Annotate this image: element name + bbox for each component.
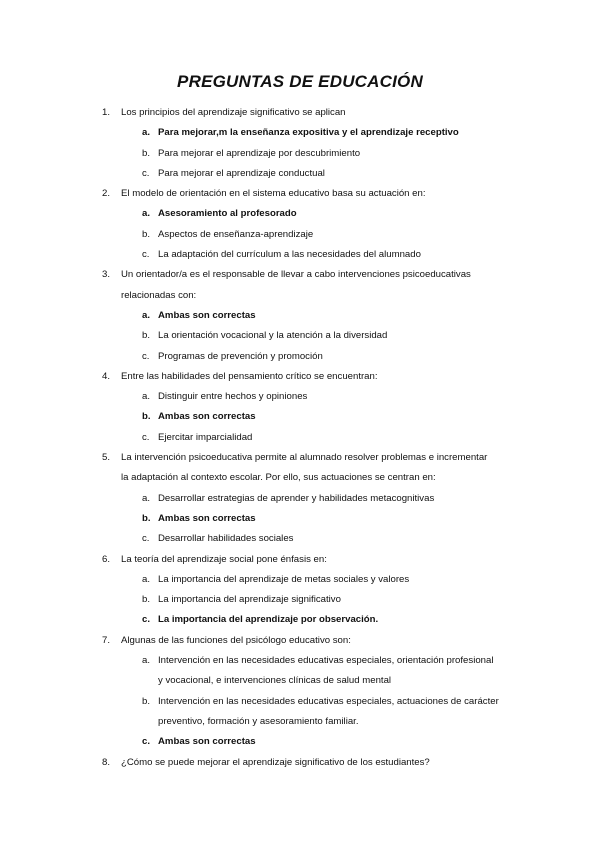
question-text: Entre las habilidades del pensamiento crítico se encuentran: xyxy=(121,370,378,382)
question-5 xyxy=(0,448,600,549)
option-letter: c. xyxy=(142,533,150,545)
question-text: relacionadas con: xyxy=(121,289,197,301)
option-text: Intervención en las necesidades educativas especiales, orientación profesional xyxy=(158,655,494,667)
answer-option xyxy=(0,387,600,407)
answer-option xyxy=(0,712,600,732)
answer-option xyxy=(0,428,600,448)
answer-option xyxy=(0,651,600,671)
answer-option-correct xyxy=(0,306,600,326)
answer-option xyxy=(0,326,600,346)
answer-option xyxy=(0,225,600,245)
question-line xyxy=(0,286,600,306)
question-number: 7. xyxy=(102,634,111,646)
option-letter: a. xyxy=(142,573,151,585)
question-text: ¿Cómo se puede mejorar el aprendizaje significativo de los estudiantes? xyxy=(121,756,430,768)
answer-option-correct xyxy=(0,732,600,752)
option-text: y vocacional, e intervenciones clínicas de salud mental xyxy=(158,675,392,687)
option-letter: b. xyxy=(142,512,151,524)
option-letter: c. xyxy=(142,249,150,261)
option-text: preventivo, formación y asesoramiento familiar. xyxy=(158,715,359,727)
question-number: 2. xyxy=(102,188,111,200)
question-text: La intervención psicoeducativa permite al alumnado resolver problemas e incrementar xyxy=(121,452,488,464)
question-text: Algunas de las funciones del psicólogo educativo son: xyxy=(121,634,351,646)
answer-option-correct xyxy=(0,204,600,224)
option-text: Ambas son correctas xyxy=(158,411,256,423)
question-number: 4. xyxy=(102,370,111,382)
page-title: PREGUNTAS DE EDUCACIÓN xyxy=(177,72,423,91)
option-letter: c. xyxy=(142,167,150,179)
answer-option xyxy=(0,164,600,184)
option-text: Para mejorar el aprendizaje conductual xyxy=(158,167,325,179)
option-letter: c. xyxy=(142,431,150,443)
question-list xyxy=(0,103,600,773)
option-text: Para mejorar,m la enseñanza expositiva y el aprendizaje receptivo xyxy=(158,127,459,139)
option-letter: b. xyxy=(142,228,151,240)
option-letter: a. xyxy=(142,655,151,667)
question-line xyxy=(0,103,600,123)
option-text: Para mejorar el aprendizaje por descubrimiento xyxy=(158,147,361,159)
question-number: 8. xyxy=(102,756,111,768)
question-text: Los principios del aprendizaje significativo se aplican xyxy=(121,107,346,118)
answer-option xyxy=(0,529,600,549)
answer-option xyxy=(0,671,600,691)
option-letter: c. xyxy=(142,736,151,748)
answer-option xyxy=(0,347,600,367)
question-7 xyxy=(0,631,600,753)
question-number: 6. xyxy=(102,553,111,565)
option-text: Ejercitar imparcialidad xyxy=(158,431,253,443)
option-text: Ambas son correctas xyxy=(158,736,256,748)
question-line xyxy=(0,448,600,468)
option-text: La orientación vocacional y la atención a la diversidad xyxy=(158,330,388,342)
question-text: Un orientador/a es el responsable de llevar a cabo intervenciones psicoeducativas xyxy=(121,269,471,281)
option-text: La importancia del aprendizaje de metas sociales y valores xyxy=(158,573,410,585)
answer-option xyxy=(0,245,600,265)
option-letter: a. xyxy=(142,391,151,403)
question-4 xyxy=(0,367,600,448)
option-text: Desarrollar habilidades sociales xyxy=(158,533,294,545)
question-line xyxy=(0,550,600,570)
option-letter: a. xyxy=(142,309,151,321)
question-line xyxy=(0,367,600,387)
answer-option xyxy=(0,590,600,610)
question-1 xyxy=(0,103,600,184)
answer-option xyxy=(0,489,600,509)
question-8 xyxy=(0,753,600,773)
question-text: la adaptación al contexto escolar. Por ello, sus actuaciones se centran en: xyxy=(121,472,436,484)
answer-option-correct xyxy=(0,610,600,630)
option-text: Programas de prevención y promoción xyxy=(158,350,323,362)
option-text: Distinguir entre hechos y opiniones xyxy=(158,391,308,403)
question-line xyxy=(0,265,600,285)
question-line xyxy=(0,631,600,651)
option-letter: b. xyxy=(142,330,151,342)
option-letter: c. xyxy=(142,614,151,626)
option-text: Ambas son correctas xyxy=(158,512,256,524)
question-number: 1. xyxy=(102,107,111,118)
option-text: La importancia del aprendizaje significativo xyxy=(158,594,341,606)
question-line xyxy=(0,184,600,204)
option-text: Intervención en las necesidades educativas especiales, actuaciones de carácter xyxy=(158,695,499,707)
option-letter: b. xyxy=(142,594,151,606)
option-text: La importancia del aprendizaje por observación. xyxy=(158,614,379,626)
question-line xyxy=(0,753,600,773)
question-text: La teoría del aprendizaje social pone énfasis en: xyxy=(121,553,327,565)
option-letter: c. xyxy=(142,350,150,362)
option-letter: b. xyxy=(142,695,151,707)
option-letter: a. xyxy=(142,492,151,504)
question-text: El modelo de orientación en el sistema educativo basa su actuación en: xyxy=(121,188,426,200)
option-text: Asesoramiento al profesorado xyxy=(158,208,297,220)
answer-option-correct xyxy=(0,407,600,427)
option-text: Ambas son correctas xyxy=(158,309,256,321)
answer-option xyxy=(0,144,600,164)
option-text: La adaptación del currículum a las necesidades del alumnado xyxy=(158,249,421,261)
answer-option-correct xyxy=(0,123,600,143)
question-number: 5. xyxy=(102,452,111,464)
question-number: 3. xyxy=(102,269,111,281)
option-letter: a. xyxy=(142,208,151,220)
answer-option-correct xyxy=(0,509,600,529)
option-letter: a. xyxy=(142,127,151,139)
option-text: Aspectos de enseñanza-aprendizaje xyxy=(158,228,314,240)
option-letter: b. xyxy=(142,147,151,159)
question-2 xyxy=(0,184,600,265)
option-letter: b. xyxy=(142,411,151,423)
question-3 xyxy=(0,265,600,366)
option-text: Desarrollar estrategias de aprender y habilidades metacognitivas xyxy=(158,492,435,504)
answer-option xyxy=(0,570,600,590)
question-6 xyxy=(0,550,600,631)
answer-option xyxy=(0,692,600,712)
question-line xyxy=(0,468,600,488)
